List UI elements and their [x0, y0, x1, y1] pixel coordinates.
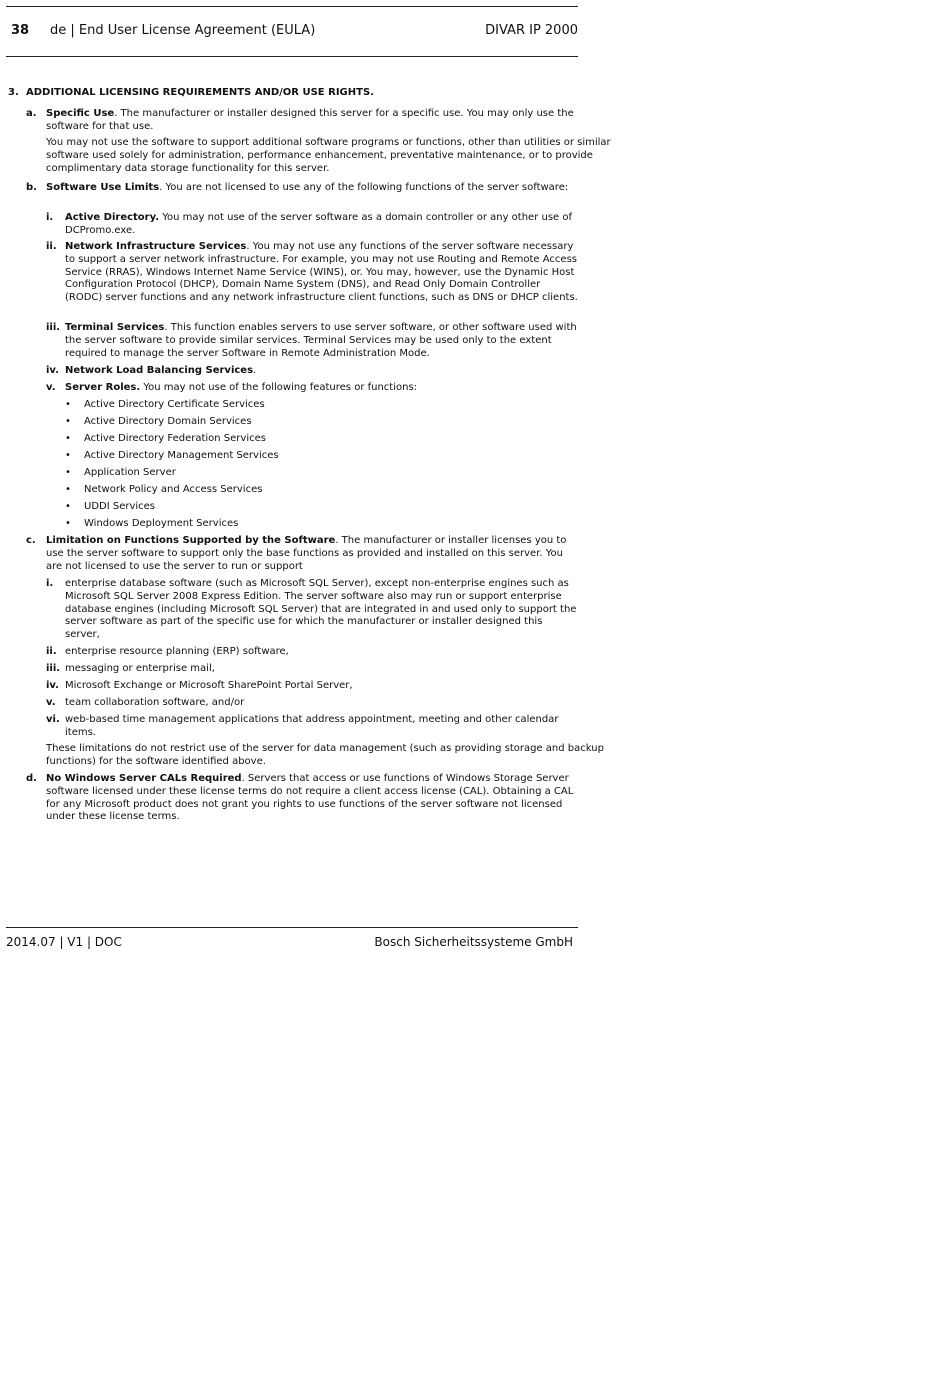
- clause-title: No Windows Server CALs Required: [46, 773, 242, 784]
- clause-title: Specific Use: [46, 108, 115, 119]
- clause-c: c. Limitation on Functions Supported by the Software. The manufacturer or installer licenses you to use the server software to support only the base functions as provided and installed on this server. You are not licensed to use the server to run or support: [26, 535, 567, 572]
- clause-label: d.: [26, 773, 37, 784]
- bullet-icon: •: [65, 501, 71, 512]
- page-header: [6, 6, 578, 57]
- list-item: • Windows Deployment Services: [65, 518, 239, 529]
- bullet-icon: •: [65, 484, 71, 495]
- bullet-icon: •: [65, 433, 71, 444]
- subclause: v. Server Roles. You may not use of the following features or functions:: [46, 382, 418, 393]
- subclause: i. enterprise database software (such as Microsoft SQL Server), except non-enterprise engines such as Microsoft SQL Server 2008 Express Edition. The server software also may run or support enterprise database engines (including Microsoft SQL Server) that are integrated in and used only to support the server software as part of the specific use for which the manufacturer or installer designed this server,: [46, 578, 577, 641]
- section-heading: 3. ADDITIONAL LICENSING REQUIREMENTS AND/OR USE RIGHTS.: [8, 87, 374, 98]
- footer-version: 2014.07 | V1 | DOC: [6, 935, 122, 949]
- clause-label: c.: [26, 535, 36, 546]
- subclause: ii. Network Infrastructure Services. You may not use any functions of the server software necessary to support a server network infrastructure. For example, you may not use Routing and Remote Access Service (RRAS), Windows Internet Name Service (WINS), or. You may, however, use the Dynamic Host Configuration Protocol (DHCP), Domain Name System (DNS), and Read Only Domain Controller (RODC) server functions and any network infrastructure client functions, such as DNS or DHCP clients.: [46, 241, 578, 304]
- bullet-icon: •: [65, 518, 71, 529]
- list-item: • Active Directory Certificate Services: [65, 399, 265, 410]
- bullet-icon: •: [65, 399, 71, 410]
- clause-a: a. Specific Use. The manufacturer or installer designed this server for a specific use. You may only use the software for that use.: [26, 108, 574, 132]
- header-product: DIVAR IP 2000: [485, 23, 578, 38]
- subclause: iv. Network Load Balancing Services.: [46, 365, 257, 376]
- subclause: ii. enterprise resource planning (ERP) software,: [46, 646, 289, 657]
- subclause: iii. Terminal Services. This function enables servers to use server software, or other software used with the server software to provide similar services. Terminal Services may be used only to the extent required to manage the server Software in Remote Administration Mode.: [46, 322, 577, 359]
- list-item: • Active Directory Domain Services: [65, 416, 252, 427]
- list-item: • Network Policy and Access Services: [65, 484, 263, 495]
- footer-company: Bosch Sicherheitssysteme GmbH: [374, 935, 573, 949]
- subclause: vi. web-based time management applications that address appointment, meeting and other calendar items.: [46, 714, 559, 738]
- subclause: v. team collaboration software, and/or: [46, 697, 245, 708]
- clause-label: b.: [26, 182, 37, 193]
- subclause: iii. messaging or enterprise mail,: [46, 663, 215, 674]
- list-item: • UDDI Services: [65, 501, 156, 512]
- clause-label: a.: [26, 108, 37, 119]
- list-item: • Active Directory Federation Services: [65, 433, 266, 444]
- list-item: • Active Directory Management Services: [65, 450, 279, 461]
- list-item: • Application Server: [65, 467, 176, 478]
- subclause: i. Active Directory. You may not use of the server software as a domain controller or any other use of DCPromo.exe.: [46, 212, 573, 236]
- clause-d: d. No Windows Server CALs Required. Servers that access or use functions of Windows Storage Server software licensed under these license terms do not require a client access license (CAL). Obtaining a CAL for any Microsoft product does not grant you rights to use functions of the server software not licensed under these license terms.: [26, 773, 574, 823]
- clause-title: Limitation on Functions Supported by the Software: [46, 535, 336, 546]
- page-number: 38: [11, 23, 30, 38]
- bullet-icon: •: [65, 416, 71, 427]
- clause-title: Software Use Limits: [46, 182, 160, 193]
- bullet-icon: •: [65, 467, 71, 478]
- subclause: iv. Microsoft Exchange or Microsoft SharePoint Portal Server,: [46, 680, 353, 691]
- clause-a-paragraph: You may not use the software to support additional software programs or functions, other than utilities or similar software used solely for administration, performance enhancement, preventative maintenance, or to provide complimentary data storage functionality for this server.: [46, 137, 611, 174]
- clause-c-closing: These limitations do not restrict use of the server for data management (such as providing storage and backup functions) for the software identified above.: [46, 743, 604, 767]
- header-title: de | End User License Agreement (EULA): [50, 23, 316, 38]
- clause-b: b. Software Use Limits. You are not licensed to use any of the following functions of the server software:: [26, 182, 569, 193]
- bullet-icon: •: [65, 450, 71, 461]
- page-footer: [6, 927, 578, 949]
